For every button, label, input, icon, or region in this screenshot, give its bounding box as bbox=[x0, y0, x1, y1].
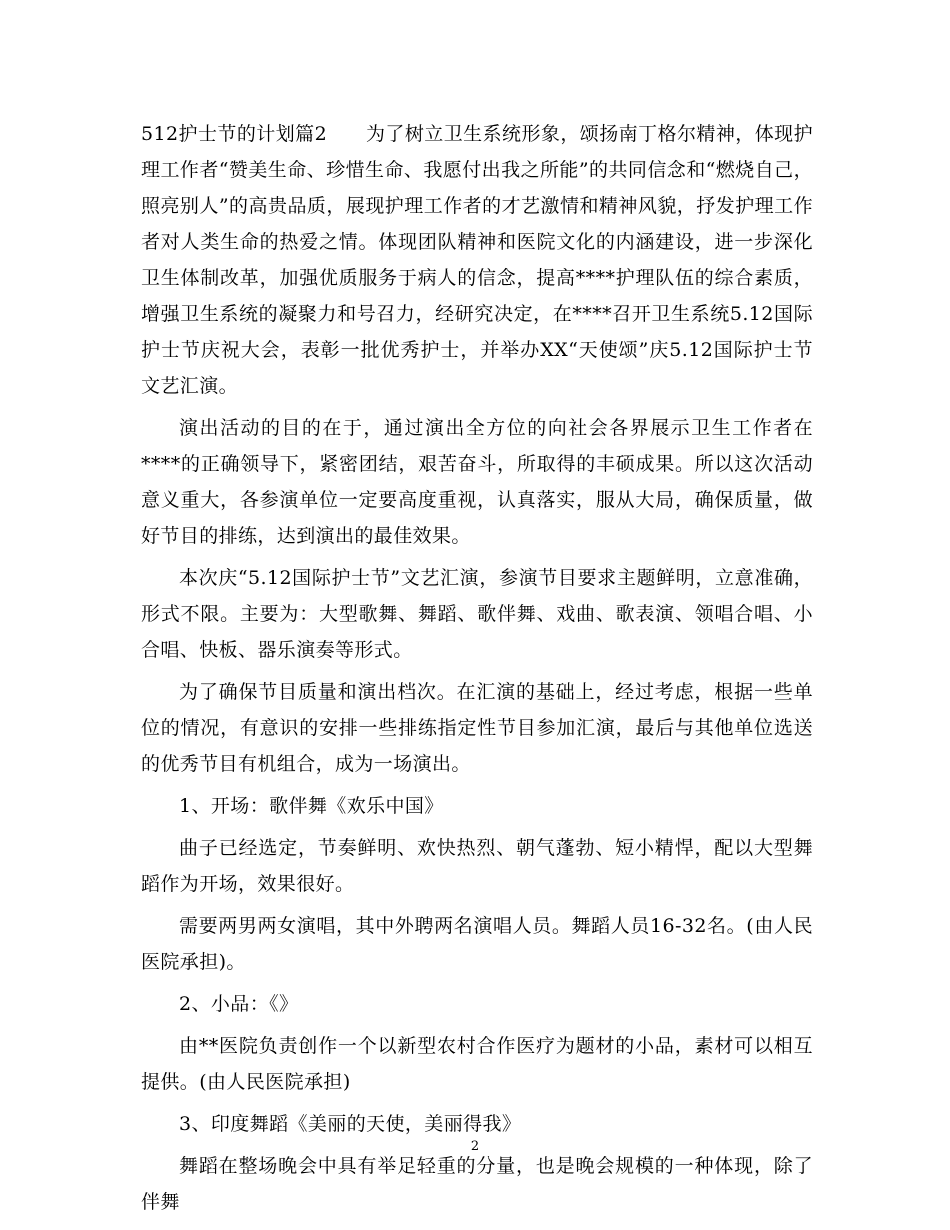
paragraph-quality: 为了确保节目质量和演出档次。在汇演的基础上，经过考虑，根据一些单位的情况，有意识的安排一些排练指定性节目参加汇演，最后与其他单位选送的优秀节目有机组合，成为一场演出。 bbox=[141, 681, 813, 775]
paragraph-program-desc: 需要两男两女演唱，其中外聘两名演唱人员。舞蹈人员16-32名。(由人民医院承担)。 bbox=[141, 915, 813, 973]
paragraph-program-desc: 由**医院负责创作一个以新型农村合作医疗为题材的小品，素材可以相互提供。(由人民医院承担) bbox=[141, 1035, 813, 1093]
paragraph-intro: 512护士节的计划篇2 为了树立卫生系统形象，颂扬南丁格尔精神，体现护理工作者“赞美生命、珍惜生命、我愿付出我之所能”的共同信念和“燃烧自己，照亮别人”的高贵品质，展现护理工作者的才艺激情和精神风貌，抒发护理工作者对人类生命的热爱之情。体现团队精神和医院文化的内涵建设，进一步深化卫生体制改革，加强优质服务于病人的信念，提高****护理队伍的综合素质，增强卫生系统的凝聚力和号召力，经研究决定，在****召开卫生系统5.12国际护士节庆祝大会，表彰一批优秀护士，并举办XX“天使颂”庆5.12国际护士节文艺汇演。 bbox=[141, 123, 813, 397]
paragraph-program-desc: 曲子已经选定，节奏鲜明、欢快热烈、朝气蓬勃、短小精悍，配以大型舞蹈作为开场，效果很好。 bbox=[141, 837, 813, 895]
paragraph-program-desc: 舞蹈在整场晚会中具有举足轻重的分量，也是晚会规模的一种体现，除了伴舞 bbox=[141, 1155, 813, 1213]
program-item-heading: 1、开场：歌伴舞《欢乐中国》 bbox=[179, 795, 444, 817]
program-item-heading: 2、小品：《》 bbox=[179, 993, 299, 1015]
page-number: 2 bbox=[470, 1139, 480, 1154]
document-body bbox=[141, 116, 813, 1226]
paragraph-requirements: 本次庆“5.12国际护士节”文艺汇演，参演节目要求主题鲜明，立意准确，形式不限。主要为：大型歌舞、舞蹈、歌伴舞、戏曲、歌表演、领唱合唱、小合唱、快板、器乐演奏等形式。 bbox=[141, 567, 813, 661]
paragraph-purpose: 演出活动的目的在于，通过演出全方位的向社会各界展示卫生工作者在****的正确领导下，紧密团结，艰苦奋斗，所取得的丰硕成果。所以这次活动意义重大，各参演单位一定要高度重视，认真落实，服从大局，确保质量，做好节目的排练，达到演出的最佳效果。 bbox=[141, 417, 813, 547]
program-item-heading: 3、印度舞蹈《美丽的天使，美丽得我》 bbox=[179, 1113, 522, 1135]
